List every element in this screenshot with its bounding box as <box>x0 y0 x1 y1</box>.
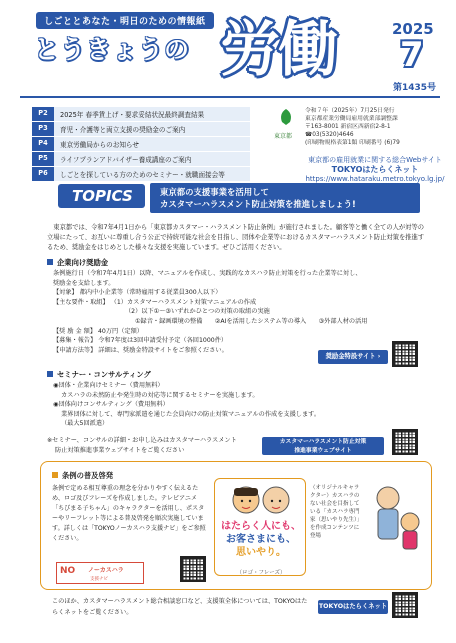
toc-page: P3 <box>32 122 54 136</box>
masthead-title-big: 労働 <box>220 15 336 85</box>
badge-no: NO <box>60 566 76 576</box>
toc-item[interactable] <box>32 137 250 151</box>
toc-item[interactable] <box>32 122 250 136</box>
campaign-heading: 条例の普及啓発 <box>52 471 113 481</box>
grant-body <box>53 269 367 355</box>
site-name: TOKYOはたらくネット <box>331 165 419 174</box>
badge-text: ノーカスハラ <box>88 567 124 574</box>
campaign-body: 条例で定める相互尊重の理念を分かりやすく伝えるため、ロゴ及びフレーズを作成しました。テレビアニメ「ちびまる子ちゃん」のキャラクターを活用し、ポスターやリーフレット等による普及啓発を順次実施しています。詳しくは「TOKYOノーカスハラ支援ナビ」をご参照ください。 <box>52 485 206 542</box>
toc-item[interactable] <box>32 167 250 181</box>
seminar-heading: セミナー・コンサルティング <box>47 370 151 380</box>
publisher-org: 東京都産業労働局雇用就業部調整課 <box>305 116 398 122</box>
table-of-contents <box>32 107 250 182</box>
grant-line: 【対象】 都内中小企業等（常時雇用する従業員300人以下） <box>53 289 222 297</box>
masthead-year: 2025 <box>392 20 434 38</box>
harassment-qr-code <box>392 429 418 455</box>
seminar-body <box>53 381 320 429</box>
character-illustration-icon <box>226 482 296 518</box>
harassment-site-button[interactable] <box>262 437 384 455</box>
grant-site-button[interactable]: 奨励金特設サイト › <box>318 350 388 364</box>
publisher-address: 〒163-8001 新宿区西新宿2-8-1 <box>305 124 391 130</box>
slogan-line-1: はたらく人にも、 <box>221 521 301 532</box>
masthead-tagline: しごととあなた・明日のための情報紙 <box>36 12 214 29</box>
grant-line: 【申請方法等】 詳細は、奨励金特設サイトをご参照ください。 <box>53 346 228 354</box>
publisher-note: (印刷物規格表第1類 印刷番号 (6)79 <box>305 140 400 146</box>
toc-text: 東京労働局からのお知らせ <box>60 140 139 149</box>
navi-qr-code <box>180 556 206 582</box>
site-info <box>300 156 450 184</box>
publisher-tel: ☎03(5320)4646 <box>305 132 354 138</box>
grant-line: ①録音・録画環境の整備 ②AIを活用したシステム等の導入 ③外部人材の活用 <box>135 317 368 325</box>
seminar-note <box>47 436 237 455</box>
seminar-line: ◉団体・企業向けセミナー（費用無料） <box>53 382 164 389</box>
toc-text: しごとを探している方のためのセミナー・就職面接会等 <box>60 170 225 179</box>
grant-line: 【主な要件・取組】 （1）カスタマーハラスメント対策マニュアルの作成 <box>53 298 257 306</box>
button-line-1: カスタマーハラスメント防止対策 <box>279 439 367 445</box>
slogan-caption: （ロゴ・フレーズ） <box>236 570 286 576</box>
topics-headline-2: カスタマーハラスメント防止対策を推進しましょう! <box>160 199 356 209</box>
toc-text: 2025年 春季賃上げ・要求妥結状況最終調査結果 <box>60 110 205 119</box>
slogan-text <box>218 520 304 559</box>
toc-item[interactable] <box>32 107 250 121</box>
badge-subtext: 支援ナビ <box>90 577 108 582</box>
grant-line: 【奨 励 金 額】 40万円（定額） <box>53 327 143 335</box>
seminar-line: ◉団体向けコンサルティング（費用無料） <box>53 401 169 409</box>
seminar-line: 業界団体に対して、専門家派遣を通じた会員向けの防止対策マニュアルの作成を支援します。 <box>61 410 321 418</box>
toc-page: P5 <box>32 152 54 166</box>
toc-page: P6 <box>32 167 54 181</box>
toc-item[interactable] <box>32 152 250 166</box>
teacher-character-icon <box>368 480 426 556</box>
seminar-note-line: ※セミナー、コンサルの詳細・お申し込みはカスタマーハラスメント <box>47 437 237 444</box>
grant-qr-code <box>392 341 418 367</box>
hataraku-qr-code <box>392 592 418 618</box>
topics-headline-1: 東京都の支援事業を活用して <box>160 187 269 197</box>
logo-label: 東京都 <box>274 133 293 140</box>
tokyo-hataraku-button[interactable]: TOKYOはたらくネット › <box>318 600 388 614</box>
seminar-line: カスハラの未然防止や発生時の対応等に関するセミナーを実施します。 <box>61 391 259 399</box>
site-url[interactable]: https://www.hataraku.metro.tokyo.lg.jp/ <box>305 175 445 183</box>
grant-line: 条例施行日（令和7年4月1日）以降、マニュアルを作成し、実践的なカスハラ防止対策を行った企業等に対し、 <box>53 270 362 277</box>
character-note: （オリジナルキャラクター）カスハラのない社会を目指している「カスハラ専門家（思いやり先生）」を作成コンテンツに登場 <box>310 485 363 539</box>
toc-text: 育児・介護等と両立支援の奨励金のご案内 <box>60 125 186 134</box>
masthead-title: とうきょうの <box>34 35 191 64</box>
seminar-line: （最大5回派遣） <box>61 420 109 428</box>
masthead-issue: 第1435号 <box>393 83 437 93</box>
topics-headline <box>160 186 356 210</box>
toc-page: P2 <box>32 107 54 121</box>
grant-heading: 企業向け奨励金 <box>47 258 108 268</box>
site-label: 東京都の雇用就業に関する総合Webサイト <box>308 156 442 164</box>
topics-tag: TOPICS <box>58 184 145 208</box>
grant-line: 奨励金を支給します。 <box>53 279 115 287</box>
footer-text: このほか、カスタマーハラスメント総合相談窓口など、支援策全体については、TOKYOはたらくネットをご覧ください。 <box>52 598 308 616</box>
slogan-line-2: お客さまにも、 <box>226 534 296 545</box>
publisher-info <box>305 107 455 147</box>
topics-intro: 東京都では、令和7年4月1日から「東京都カスタマー・ハラスメント防止条例」が施行されました。顧客等と働く全ての人が対等の立場にたって、お互いに尊重し合う公正で持続可能な社会を目指し、団体や企業等におけるカスタマーハラスメント防止対策を推進するため、奨励金をはじめとした様々な支援を実施しています。ぜひご活用ください。 <box>47 224 425 251</box>
masthead-rule <box>20 96 440 98</box>
grant-line: 【募集・報告】 令和7年度は3回申請受付予定（各回1000件） <box>53 337 228 345</box>
button-line-2: 推進事業ウェブサイト <box>294 448 352 454</box>
toc-page: P4 <box>32 137 54 151</box>
slogan-line-3: 思いやり。 <box>236 547 286 558</box>
grant-line: （2）以下①～③いずれかひとつの対策の取組の実施 <box>125 308 270 316</box>
toc-text: ライフプランアドバイザー養成講座のご案内 <box>60 155 192 164</box>
publish-date: 令和７年（2025年）7月25日発行 <box>305 108 395 114</box>
seminar-note-line: 防止対策推進事業ウェブサイトをご覧ください <box>55 446 185 454</box>
tokyo-logo-icon <box>278 108 294 126</box>
masthead-month: 7 <box>400 35 424 75</box>
